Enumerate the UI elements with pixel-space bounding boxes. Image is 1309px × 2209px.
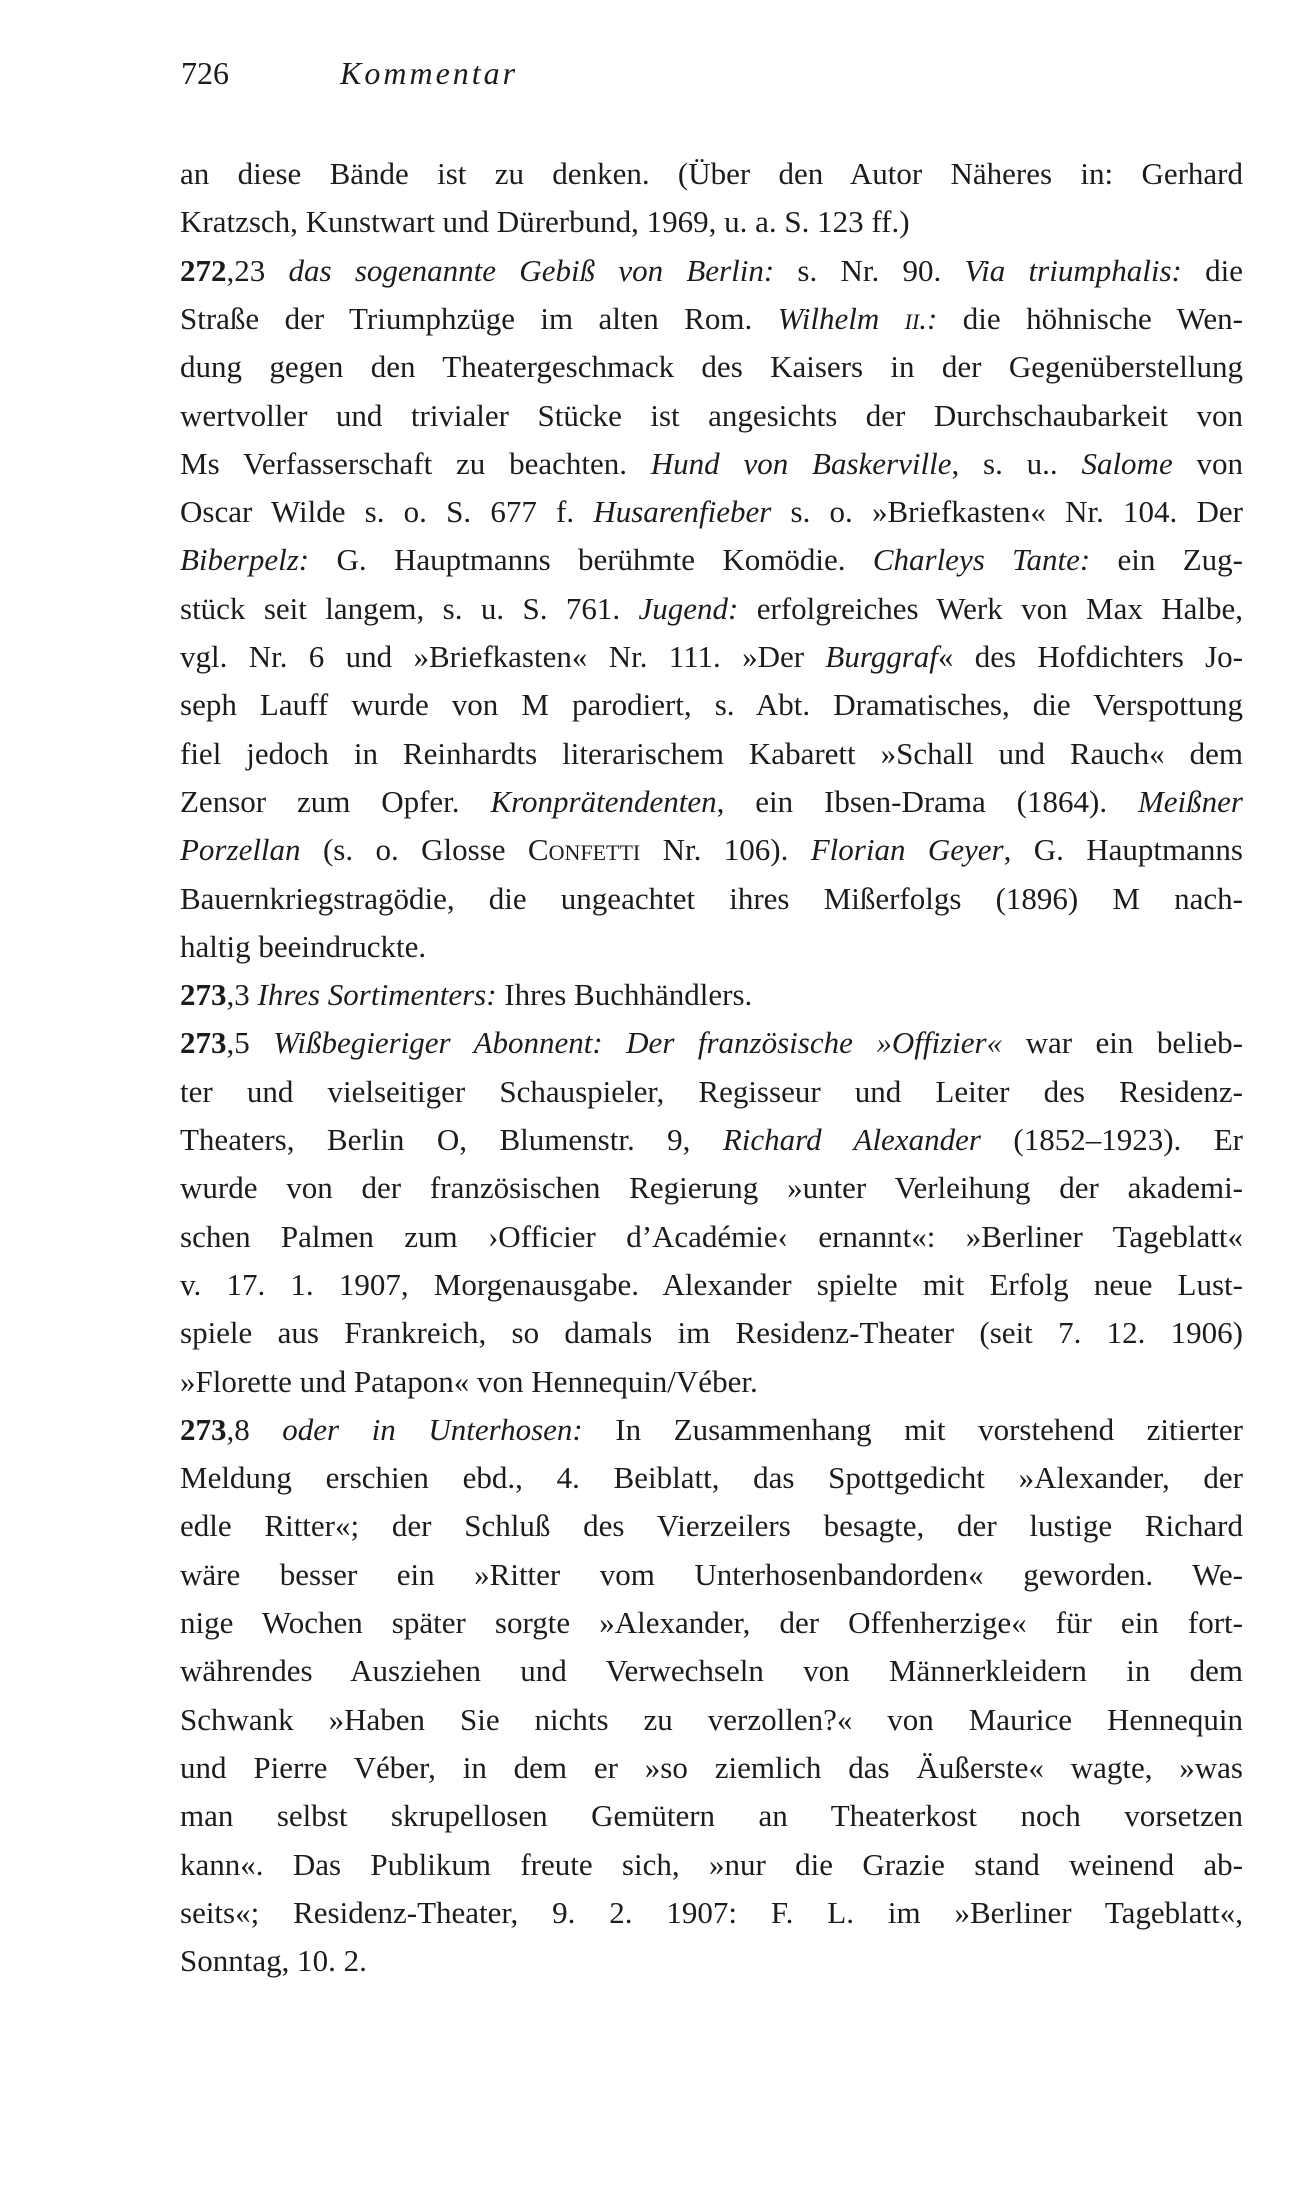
text-line bbox=[180, 392, 1243, 440]
italic-run: Hund von Baskerville bbox=[650, 445, 952, 481]
text-line bbox=[180, 536, 1243, 584]
text-run: Ihres Buchhändlers. bbox=[496, 977, 753, 1013]
text-run: Zensor zum Opfer. bbox=[180, 783, 491, 819]
text-run: , s. u.. bbox=[951, 445, 1082, 481]
text-line bbox=[180, 1889, 1243, 1937]
italic-run: Husarenfieber bbox=[593, 494, 772, 530]
text-line bbox=[180, 1502, 1243, 1550]
text-run: nige Wochen später sorgte »Alexander, der Offenherzige« für ein fort- bbox=[180, 1605, 1243, 1640]
text-run: ,3 bbox=[226, 977, 258, 1013]
text-run: v. 17. 1. 1907, Morgenausgabe. Alexander spielte mit Erfolg neue Lust- bbox=[180, 1266, 1243, 1302]
text-run: haltig beeindruckte. bbox=[180, 928, 427, 964]
text-run: (1852–1923). Er bbox=[980, 1122, 1243, 1157]
text-run: Nr. 106). bbox=[640, 832, 811, 868]
small-caps-run: Confetti bbox=[527, 832, 641, 868]
italic-run: Ihres Sortimenters: bbox=[257, 977, 497, 1013]
text-line bbox=[180, 971, 1243, 1019]
text-run: Theaters, Berlin O, Blumenstr. 9, bbox=[180, 1122, 723, 1157]
text-run: (s. o. Glosse bbox=[300, 832, 528, 868]
text-line bbox=[180, 1406, 1243, 1454]
italic-run: Jugend: bbox=[638, 590, 739, 626]
lemma-number: 273 bbox=[180, 1025, 227, 1061]
text-run: seits«; Residenz-Theater, 9. 2. 1907: F. L. im »Berliner Tageblatt«, bbox=[180, 1894, 1243, 1930]
text-line bbox=[180, 488, 1243, 536]
text-run: von bbox=[1172, 445, 1244, 481]
text-run: In Zusammenhang mit vorstehend zitierter bbox=[582, 1411, 1243, 1447]
page-header bbox=[181, 48, 781, 98]
text-run: « des Hofdichters Jo- bbox=[937, 639, 1243, 674]
text-line bbox=[180, 826, 1243, 874]
italic-run: Via triumphalis: bbox=[964, 252, 1182, 288]
italic-run: Porzellan bbox=[180, 832, 301, 868]
italic-run: das sogenannte Gebiß von Berlin: bbox=[288, 252, 775, 288]
text-run: Bauernkriegstragödie, die ungeachtet ihres Mißerfolgs (1896) M nach- bbox=[180, 880, 1243, 916]
text-run: vgl. Nr. 6 und »Briefkasten« Nr. 111. »Der bbox=[180, 639, 826, 674]
text-line bbox=[180, 150, 1243, 198]
text-line bbox=[180, 1116, 1243, 1164]
text-run: ,23 bbox=[226, 252, 289, 288]
text-line bbox=[180, 1551, 1243, 1599]
text-line bbox=[180, 1792, 1243, 1840]
text-run: an diese Bände ist zu denken. (Über den Autor Näheres in: Gerhard bbox=[180, 156, 1243, 191]
text-run: wurde von der französischen Regierung »unter Verleihung der akademi- bbox=[180, 1170, 1243, 1206]
italic-run: Burggraf bbox=[825, 639, 938, 674]
italic-run: Wilhelm bbox=[777, 300, 905, 336]
italic-run: Florian Geyer bbox=[810, 832, 1004, 868]
text-line bbox=[180, 1261, 1243, 1309]
lemma-number: 273 bbox=[180, 1411, 227, 1447]
text-run: fiel jedoch in Reinhardts literarischem Kabarett »Schall und Rauch« dem bbox=[180, 735, 1243, 771]
text-run: , ein Ibsen-Drama (1864). bbox=[716, 783, 1138, 819]
text-run: spiele aus Frankreich, so damals im Residenz-Theater (seit 7. 12. 1906) bbox=[180, 1315, 1243, 1351]
text-run: ein Zug- bbox=[1090, 542, 1243, 578]
italic-run: Salome bbox=[1081, 445, 1173, 481]
italic-run: Wißbegieriger Abonnent: Der französische »Offizier« bbox=[273, 1025, 1003, 1061]
text-run: man selbst skrupellosen Gemütern an Theaterkost noch vorsetzen bbox=[180, 1798, 1243, 1834]
text-run: dung gegen den Theatergeschmack des Kaisers in der Gegenüberstellung bbox=[180, 349, 1243, 385]
text-run: ,8 bbox=[226, 1411, 283, 1447]
text-run: ,5 bbox=[226, 1025, 274, 1061]
text-run: Kratzsch, Kunstwart und Dürerbund, 1969, u. a. S. 123 ff.) bbox=[180, 204, 910, 240]
text-line bbox=[180, 1937, 1243, 1985]
italic-run: Richard Alexander bbox=[722, 1122, 981, 1157]
text-run: Ms Verfasserschaft zu beachten. bbox=[180, 445, 651, 481]
italic-run: Kronprätendenten bbox=[490, 783, 717, 819]
text-run: schen Palmen zum ›Officier d’Académie‹ ernannt«: »Berliner Tageblatt« bbox=[180, 1218, 1243, 1254]
text-line bbox=[180, 1358, 1243, 1406]
text-run: seph Lauff wurde von M parodiert, s. Abt. Dramatisches, die Verspottung bbox=[180, 687, 1243, 723]
text-line bbox=[180, 1213, 1243, 1261]
text-run: Sonntag, 10. 2. bbox=[180, 1943, 367, 1979]
running-head: Kommentar bbox=[340, 55, 519, 91]
text-run: Oscar Wilde s. o. S. 677 f. bbox=[180, 494, 594, 530]
text-line bbox=[180, 247, 1243, 295]
text-run: die bbox=[1181, 252, 1243, 288]
text-line bbox=[180, 1696, 1243, 1744]
text-run: »Florette und Patapon« von Hennequin/Véber. bbox=[180, 1363, 758, 1399]
text-run: Schwank »Haben Sie nichts zu verzollen?« von Maurice Hennequin bbox=[180, 1701, 1243, 1737]
lemma-number: 273 bbox=[180, 977, 227, 1013]
text-run: und Pierre Véber, in dem er »so ziemlich das Äußerste« wagte, »was bbox=[180, 1749, 1243, 1785]
text-run: s. o. »Briefkasten« Nr. 104. Der bbox=[771, 494, 1243, 530]
page-number: 726 bbox=[181, 55, 229, 91]
italic-run: Biberpelz: bbox=[180, 542, 310, 578]
text-line bbox=[180, 633, 1243, 681]
text-line bbox=[180, 875, 1243, 923]
text-line bbox=[180, 1454, 1243, 1502]
lemma-number: 272 bbox=[180, 252, 227, 288]
text-run: Meldung erschien ebd., 4. Beiblatt, das Spottgedicht »Alexander, der bbox=[180, 1460, 1243, 1496]
text-line bbox=[180, 1019, 1243, 1067]
text-line bbox=[180, 440, 1243, 488]
text-run: G. Hauptmanns berühmte Komödie. bbox=[309, 542, 873, 578]
text-line bbox=[180, 923, 1243, 971]
text-line bbox=[180, 1841, 1243, 1889]
text-line bbox=[180, 1164, 1243, 1212]
text-run: stück seit langem, s. u. S. 761. bbox=[180, 590, 639, 626]
text-line bbox=[180, 778, 1243, 826]
text-run: die höhnische Wen- bbox=[937, 300, 1243, 336]
text-run: , G. Hauptmanns bbox=[1003, 832, 1243, 868]
text-run: währendes Ausziehen und Verwechseln von Männerkleidern in dem bbox=[180, 1653, 1243, 1689]
italic-run: oder in Unterhosen: bbox=[282, 1411, 583, 1447]
italic-small-caps-run: ii.: bbox=[904, 300, 938, 336]
text-line bbox=[180, 585, 1243, 633]
italic-run: Charleys Tante: bbox=[872, 542, 1091, 578]
text-line bbox=[180, 343, 1243, 391]
text-line bbox=[180, 1744, 1243, 1792]
text-line bbox=[180, 1068, 1243, 1116]
text-run: erfolgreiches Werk von Max Halbe, bbox=[738, 590, 1243, 626]
text-line bbox=[180, 1599, 1243, 1647]
text-line bbox=[180, 198, 1243, 246]
text-run: wäre besser ein »Ritter vom Unterhosenbandorden« geworden. We- bbox=[180, 1556, 1243, 1592]
text-run: ter und vielseitiger Schauspieler, Regisseur und Leiter des Residenz- bbox=[180, 1073, 1243, 1109]
text-run: wertvoller und trivialer Stücke ist angesichts der Durchschaubarkeit von bbox=[180, 397, 1243, 433]
text-line bbox=[180, 730, 1243, 778]
text-line bbox=[180, 1309, 1243, 1357]
text-run: s. Nr. 90. bbox=[774, 252, 965, 288]
text-run: kann«. Das Publikum freute sich, »nur die Grazie stand weinend ab- bbox=[180, 1846, 1243, 1882]
text-run: edle Ritter«; der Schluß des Vierzeilers besagte, der lustige Richard bbox=[180, 1508, 1243, 1544]
text-run: Straße der Triumphzüge im alten Rom. bbox=[180, 300, 778, 336]
italic-run: Meißner bbox=[1137, 783, 1243, 819]
text-run: war ein belieb- bbox=[1002, 1025, 1243, 1061]
text-line bbox=[180, 295, 1243, 343]
text-line bbox=[180, 1647, 1243, 1695]
text-line bbox=[180, 681, 1243, 729]
